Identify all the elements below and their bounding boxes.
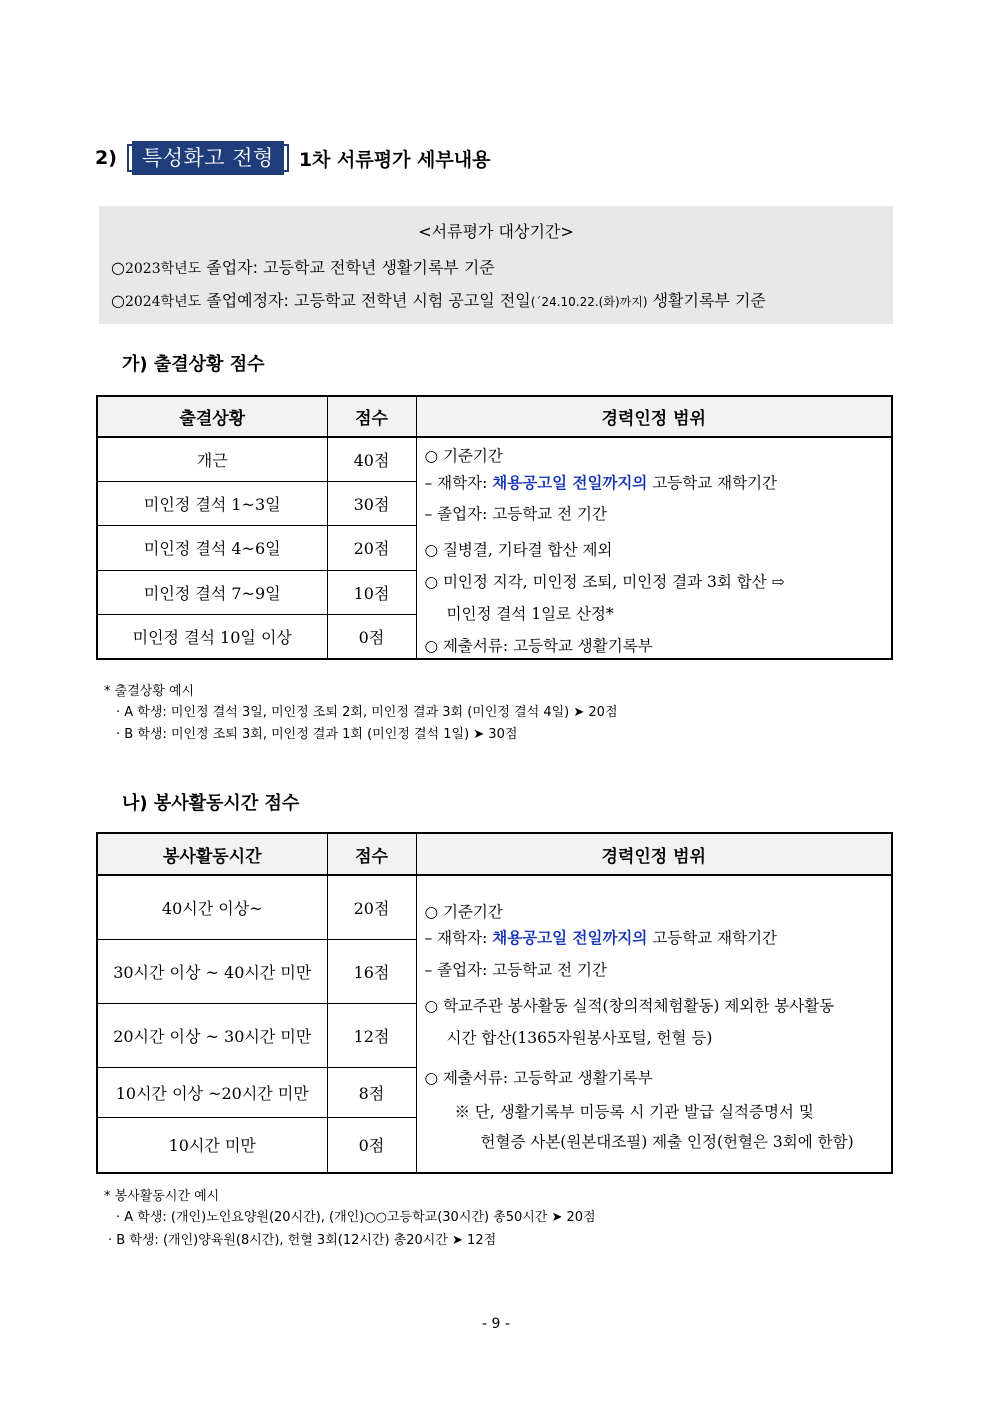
row-label: 30시간 이상 ~ 40시간 미만 [97,939,327,1003]
period-date: (´24.10.22.(화)까지) [530,295,648,309]
heading-badge: 특성화고 전형 [132,141,284,175]
col-header: 점수 [327,833,416,875]
row-score: 10점 [327,570,416,614]
row-score: 40점 [327,437,416,481]
desc-line: 시간 합산(1365자원봉사포털, 헌혈 등) [446,1029,713,1047]
bullet: ○ [111,291,125,310]
row-score: 8점 [327,1067,416,1117]
attendance-note-a: · A 학생: 미인정 결석 3일, 미인정 조퇴 2회, 미인정 결과 3회 (미인정 결석 4일) ➤ 20점 [116,705,618,720]
period-line-2024 [111,288,766,311]
desc-line [425,471,778,493]
col-header: 출결상황 [97,396,327,437]
year-2023: 2023학년도 [124,261,202,277]
volunteer-note-title: * 봉사활동시간 예시 [104,1189,220,1204]
row-score: 20점 [327,875,416,939]
table-header [97,833,892,875]
desc-line: ○ 질병결, 기타결 합산 제외 [424,541,613,559]
row-score: 30점 [327,481,416,525]
table-row [97,437,892,481]
row-label: 미인정 결석 10일 이상 [97,614,327,659]
desc-line [425,926,778,948]
period-line-2023 [111,255,495,278]
heading-badge-wrap [127,141,289,175]
desc-line: ○ 기준기간 [424,903,503,921]
desc-text: – 재학자: [424,929,493,947]
desc-line: – 졸업자: 고등학교 전 기간 [424,505,607,523]
volunteer-note-b: · B 학생: (개인)양육원(8시간), 헌혈 3회(12시간) 총20시간 ➤ 12점 [108,1233,497,1248]
page-number: - 9 - [482,1316,510,1332]
col-header: 봉사활동시간 [97,833,327,875]
row-score: 0점 [327,1117,416,1173]
period-text-a: 졸업예정자: 고등학교 전학년 시험 공고일 전일 [201,291,531,310]
bullet: ○ [111,258,125,277]
heading-rest: 1차 서류평가 세부내용 [298,148,491,171]
volunteer-description [416,875,892,1173]
row-label: 10시간 미만 [97,1117,327,1173]
table-header [97,396,892,437]
desc-text: 고등학교 재학기간 [647,474,778,492]
volunteer-note-a: · A 학생: (개인)노인요양원(20시간), (개인)○○고등학교(30시간) 총50시간 ➤ 20점 [116,1210,596,1225]
highlight-text: 채용공고일 전일까지의 [492,474,648,492]
bracket-right [284,144,289,172]
row-label: 미인정 결석 4~6일 [97,525,327,570]
table-row [97,875,892,939]
desc-line: ○ 제출서류: 고등학교 생활기록부 [424,637,653,655]
volunteer-table [96,832,893,1174]
row-label: 미인정 결석 1~3일 [97,481,327,525]
heading-number: 2) [95,147,117,169]
year-2024: 2024학년도 [124,294,202,310]
period-text: 졸업자: 고등학교 전학년 생활기록부 기준 [201,258,495,277]
attendance-description [416,437,892,659]
col-header: 경력인정 범위 [416,833,892,875]
row-label: 40시간 이상~ [97,875,327,939]
desc-line: 헌혈증 사본(원본대조필) 제출 인정(헌혈은 3회에 한함) [480,1133,854,1151]
row-score: 20점 [327,525,416,570]
row-label: 개근 [97,437,327,481]
desc-line: ○ 미인정 지각, 미인정 조퇴, 미인정 결과 3회 합산 ⇨ [424,573,785,591]
row-label: 20시간 이상 ~ 30시간 미만 [97,1003,327,1067]
desc-line: ○ 기준기간 [424,447,503,465]
period-title: <서류평가 대상기간> [418,222,574,241]
attendance-heading: 가) 출결상황 점수 [122,354,265,375]
row-score: 16점 [327,939,416,1003]
main-heading [95,142,490,174]
period-box [99,206,893,324]
attendance-note-title: * 출결상황 예시 [104,684,195,699]
desc-line: ○ 제출서류: 고등학교 생활기록부 [424,1069,653,1087]
desc-line: – 졸업자: 고등학교 전 기간 [424,961,607,979]
row-score: 0점 [327,614,416,659]
desc-text: – 재학자: [424,474,493,492]
highlight-text: 채용공고일 전일까지의 [492,929,648,947]
desc-line: ○ 학교주관 봉사활동 실적(창의적체험활동) 제외한 봉사활동 [424,997,835,1015]
row-label: 미인정 결석 7~9일 [97,570,327,614]
volunteer-heading: 나) 봉사활동시간 점수 [122,793,300,814]
attendance-note-b: · B 학생: 미인정 조퇴 3회, 미인정 결과 1회 (미인정 결석 1일) ➤ 30점 [116,727,518,742]
desc-line: ※ 단, 생활기록부 미등록 시 기관 발급 실적증명서 및 [454,1103,814,1121]
desc-text: 고등학교 재학기간 [647,929,778,947]
desc-line: 미인정 결석 1일로 산정* [446,605,614,623]
col-header: 경력인정 범위 [416,396,892,437]
period-text-b: 생활기록부 기준 [647,291,766,310]
row-score: 12점 [327,1003,416,1067]
row-label: 10시간 이상 ~20시간 미만 [97,1067,327,1117]
attendance-table [96,395,893,660]
col-header: 점수 [327,396,416,437]
